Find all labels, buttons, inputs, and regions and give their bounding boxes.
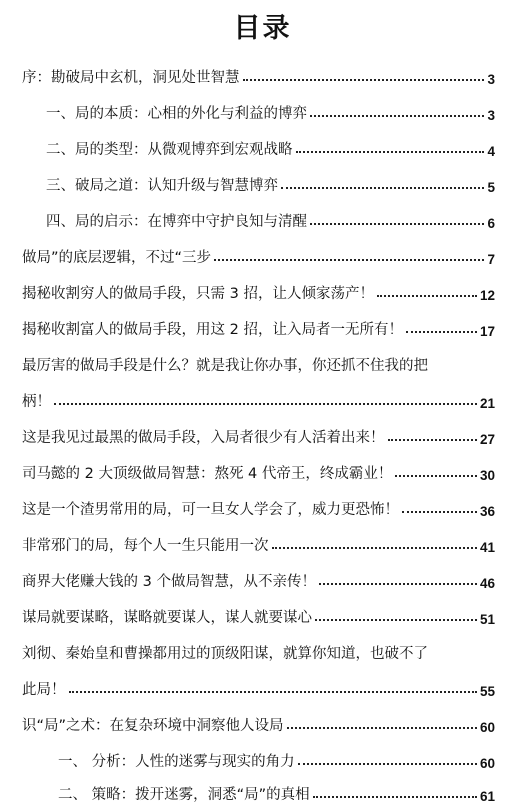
toc-entry-page: 4: [487, 144, 495, 159]
toc-entry-page: 21: [479, 396, 495, 411]
toc-leader-dots: [281, 186, 484, 189]
toc-entry[interactable]: [46, 171, 495, 195]
toc-entry-title-continued: 柄！: [22, 394, 51, 410]
toc-entry-title: 揭秘收割富人的做局手段，用这 2 招，让入局者一无所有！: [22, 322, 403, 338]
toc-entry-page: 3: [487, 72, 495, 87]
toc-leader-dots: [319, 582, 477, 585]
toc-entry-page: 7: [487, 252, 495, 267]
toc-entry-title-continued: 此局！: [22, 682, 66, 698]
toc-entry-title: 二、 策略：拨开迷雾，洞悉“局”的真相: [58, 787, 310, 803]
toc-entry-page: 55: [479, 684, 495, 699]
toc-entry-title: 这是一个渣男常用的局，可一旦女人学会了，威力更恐怖！: [22, 502, 399, 518]
toc-entry-title: 识“局”之术：在复杂环境中洞察他人设局: [22, 718, 284, 734]
toc-entry-title: 商界大佬赚大钱的 3 个做局智慧，从不亲传！: [22, 574, 316, 590]
toc-entry-page: 46: [479, 576, 495, 591]
toc-leader-dots: [310, 114, 484, 117]
toc-leader-dots: [388, 438, 477, 441]
toc-entry-page: 60: [479, 756, 495, 771]
toc-entry[interactable]: [22, 531, 495, 555]
toc-entry[interactable]: [22, 567, 495, 591]
toc-leader-dots: [395, 474, 477, 477]
toc-leader-dots: [296, 150, 485, 153]
toc-entry-page: 41: [479, 540, 495, 555]
toc-entry-page: 30: [479, 468, 495, 483]
toc-entry-title: 一、局的本质：心相的外化与利益的博弈: [46, 106, 307, 122]
toc-entry-title: 做局”的底层逻辑，不过“三步: [22, 250, 212, 266]
toc-leader-dots: [315, 618, 477, 621]
toc-entry-page: 36: [479, 504, 495, 519]
toc-leader-dots: [272, 546, 477, 549]
page-title: 目录: [233, 13, 292, 44]
toc-entry[interactable]: [22, 243, 495, 267]
toc-entry-page: 51: [479, 612, 495, 627]
toc-entry-title: 刘彻、秦始皇和曹操都用过的顶级阳谋，就算你知道，也破不了: [22, 646, 428, 662]
toc-entry[interactable]: [22, 423, 495, 447]
toc-entry-page: 17: [479, 324, 495, 339]
toc-entry[interactable]: [58, 747, 495, 771]
toc-leader-dots: [243, 78, 485, 81]
toc-entry[interactable]: [46, 135, 495, 159]
toc-entry-title: 最厉害的做局手段是什么？就是我让你办事，你还抓不住我的把: [22, 358, 428, 374]
toc-entry-title: 二、局的类型：从微观博弈到宏观战略: [46, 142, 293, 158]
toc-entry-title: 非常邪门的局，每个人一生只能用一次: [22, 538, 269, 554]
toc-leader-dots: [402, 510, 477, 513]
toc-entry[interactable]: [22, 63, 495, 87]
toc-entry[interactable]: [22, 711, 495, 735]
toc-entry-page: 60: [479, 720, 495, 735]
toc-entry-wrapped-line[interactable]: [22, 639, 503, 663]
toc-entry-page: 27: [479, 432, 495, 447]
toc-entry-title: 四、局的启示：在博弈中守护良知与清醒: [46, 214, 307, 230]
toc-leader-dots: [310, 222, 484, 225]
toc-leader-dots: [287, 726, 477, 729]
toc-leader-dots: [54, 402, 477, 405]
toc-entry[interactable]: [22, 675, 495, 699]
toc-entry[interactable]: [22, 495, 495, 519]
toc-leader-dots: [69, 690, 477, 693]
toc-entry-title: 揭秘收割穷人的做局手段，只需 3 招，让人倾家荡产！: [22, 286, 374, 302]
toc-entry[interactable]: [22, 459, 495, 483]
toc-entry-page: 61: [479, 789, 495, 804]
toc-entry[interactable]: [22, 603, 495, 627]
toc-leader-dots: [298, 762, 477, 765]
toc-entry[interactable]: [22, 387, 495, 411]
toc-leader-dots: [406, 330, 477, 333]
toc-entry-page: 6: [487, 216, 495, 231]
toc-entry-title: 一、 分析：人性的迷雾与现实的角力: [58, 754, 295, 770]
toc-entry[interactable]: [46, 99, 495, 123]
toc-leader-dots: [214, 258, 484, 261]
toc-entry-title: 三、破局之道：认知升级与智慧博弈: [46, 178, 278, 194]
toc-leader-dots: [313, 795, 477, 798]
toc-entry[interactable]: [22, 279, 495, 303]
toc-entry-title: 谋局就要谋略，谋略就要谋人，谋人就要谋心: [22, 610, 312, 626]
toc-entry-title: 序：勘破局中玄机，洞见处世智慧: [22, 70, 240, 86]
toc-entry-page: 5: [487, 180, 495, 195]
toc-entry-title: 司马懿的 2 大顶级做局智慧：熬死 4 代帝王，终成霸业！: [22, 466, 393, 482]
toc-leader-dots: [377, 294, 477, 297]
toc-entry-page: 12: [479, 288, 495, 303]
toc-entry[interactable]: [58, 780, 495, 804]
toc-entry-wrapped-line[interactable]: [22, 351, 503, 375]
toc-entry[interactable]: [46, 207, 495, 231]
toc-entry-page: 3: [487, 108, 495, 123]
toc-entry[interactable]: [22, 315, 495, 339]
toc-entry-title: 这是我见过最黑的做局手段，入局者很少有人活着出来！: [22, 430, 385, 446]
